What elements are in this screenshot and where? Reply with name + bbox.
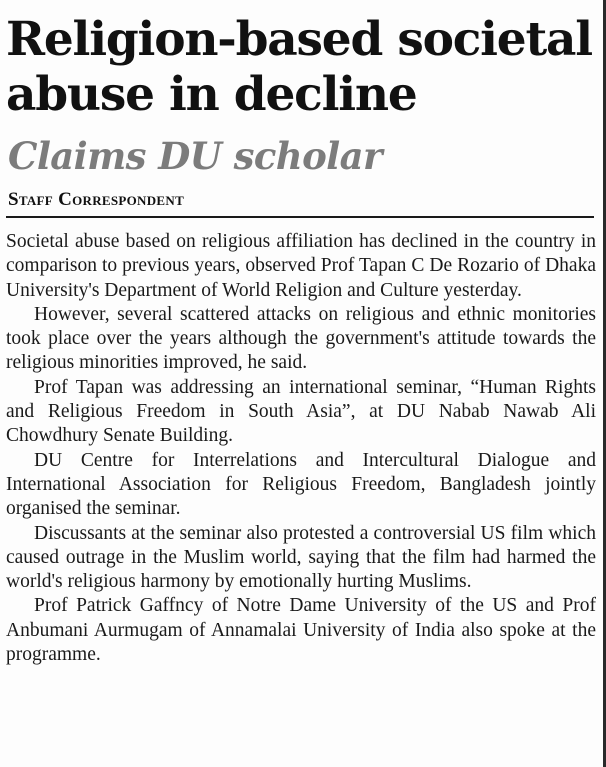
article-paragraph: Societal abuse based on religious affiliation has declined in the country in comparison to previous years, observed Prof Tapan C De Rozario of Dhaka University's Department of World Religion and Culture yesterday.: [6, 231, 596, 301]
article-paragraph: DU Centre for Interrelations and Intercultural Dialogue and International Association for Religious Freedom, Bangladesh jointly organised the seminar.: [6, 449, 596, 520]
article-subheadline: Claims DU scholar: [8, 134, 382, 178]
article-paragraph: Discussants at the seminar also protested a controversial US film which caused outrage in the Muslim world, saying that the film had harmed the world's religious harmony by emotionally hurting Muslims.: [6, 522, 596, 593]
article-body: [6, 230, 596, 667]
byline-divider: [6, 216, 594, 218]
article-byline: Staff Correspondent: [8, 189, 185, 210]
article-paragraph: However, several scattered attacks on religious and ethnic monitories took place over the years although the government's attitude towards the religious minorities improved, he said.: [6, 303, 596, 374]
article-paragraph: Prof Patrick Gaffncy of Notre Dame University of the US and Prof Anbumani Aurmugam of Annamalai University of India also spoke at the programme.: [6, 595, 596, 666]
article-headline: Religion-based societal abuse in decline: [6, 12, 592, 122]
article-paragraph: Prof Tapan was addressing an international seminar, “Human Rights and Religious Freedom in South Asia”, at DU Nabab Nawab Ali Chowdhury Senate Building.: [6, 376, 596, 447]
